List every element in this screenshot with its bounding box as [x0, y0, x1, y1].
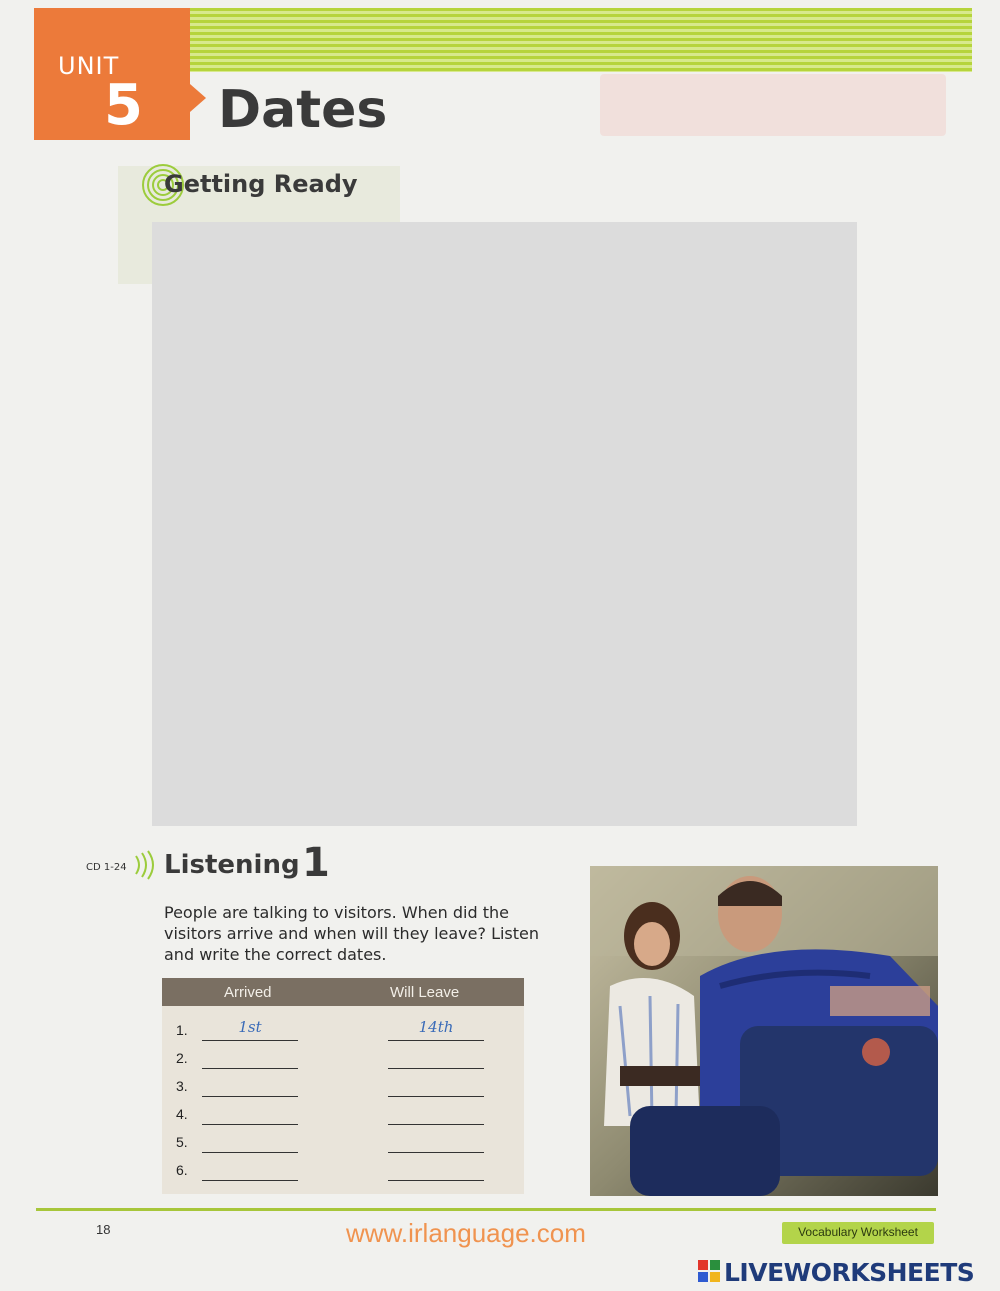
arrived-answer-field[interactable] [202, 1018, 298, 1041]
row-number: 6. [176, 1162, 188, 1178]
header-will-leave: Will Leave [390, 984, 460, 1001]
row-number: 5. [176, 1134, 188, 1150]
table-row [162, 1102, 524, 1130]
unit-number: 5 [104, 73, 143, 138]
vocabulary-worksheet-badge [782, 1222, 934, 1244]
arrived-answer: 1st [238, 1018, 262, 1036]
arrived-answer-field[interactable] [202, 1102, 298, 1125]
content-placeholder [152, 222, 857, 826]
listening-instructions: People are talking to visitors. When did the visitors arrive and when will they leave? Listen and write the correct dates. [164, 903, 540, 964]
arrived-answer-field[interactable] [202, 1130, 298, 1153]
leave-answer-field[interactable] [388, 1018, 484, 1041]
footer-divider [36, 1208, 936, 1211]
leave-answer-field[interactable] [388, 1158, 484, 1181]
table-row [162, 1074, 524, 1102]
page-title: Dates [218, 80, 388, 140]
arrived-answer-field[interactable] [202, 1074, 298, 1097]
arrived-answer-field[interactable] [202, 1046, 298, 1069]
unit-arrow-icon [190, 84, 206, 112]
liveworksheets-logo[interactable] [698, 1258, 994, 1286]
row-number: 3. [176, 1078, 188, 1094]
audio-waves-icon [132, 850, 156, 880]
table-row [162, 1130, 524, 1158]
travelers-photo [590, 866, 938, 1196]
leave-answer-field[interactable] [388, 1046, 484, 1069]
cd-track-label: CD 1-24 [86, 862, 127, 873]
table-row [162, 1046, 524, 1074]
watermark-link[interactable]: www.irlanguage.com [346, 1218, 586, 1248]
liveworksheets-text: LIVEWORKSHEETS [724, 1258, 975, 1287]
table-header [162, 978, 524, 1006]
arrived-answer-field[interactable] [202, 1158, 298, 1181]
bleed-through-banner [600, 74, 946, 136]
leave-answer-field[interactable] [388, 1130, 484, 1153]
listening-title: Listening [164, 850, 300, 880]
leave-answer-field[interactable] [388, 1102, 484, 1125]
listening-number: 1 [302, 840, 330, 886]
row-number: 2. [176, 1050, 188, 1066]
header-arrived: Arrived [224, 984, 272, 1001]
liveworksheets-grid-icon [698, 1260, 720, 1282]
row-number: 4. [176, 1106, 188, 1122]
getting-ready-title: Getting Ready [164, 170, 358, 198]
table-row [162, 1018, 524, 1046]
leave-answer: 14th [418, 1018, 454, 1036]
row-number: 1. [176, 1022, 188, 1038]
header-band [190, 8, 972, 72]
unit-label: UNIT [58, 52, 120, 80]
table-row [162, 1158, 524, 1186]
answer-table [162, 978, 524, 1194]
badge-label: Vocabulary Worksheet [798, 1225, 918, 1239]
page-number: 18 [96, 1222, 111, 1237]
leave-answer-field[interactable] [388, 1074, 484, 1097]
